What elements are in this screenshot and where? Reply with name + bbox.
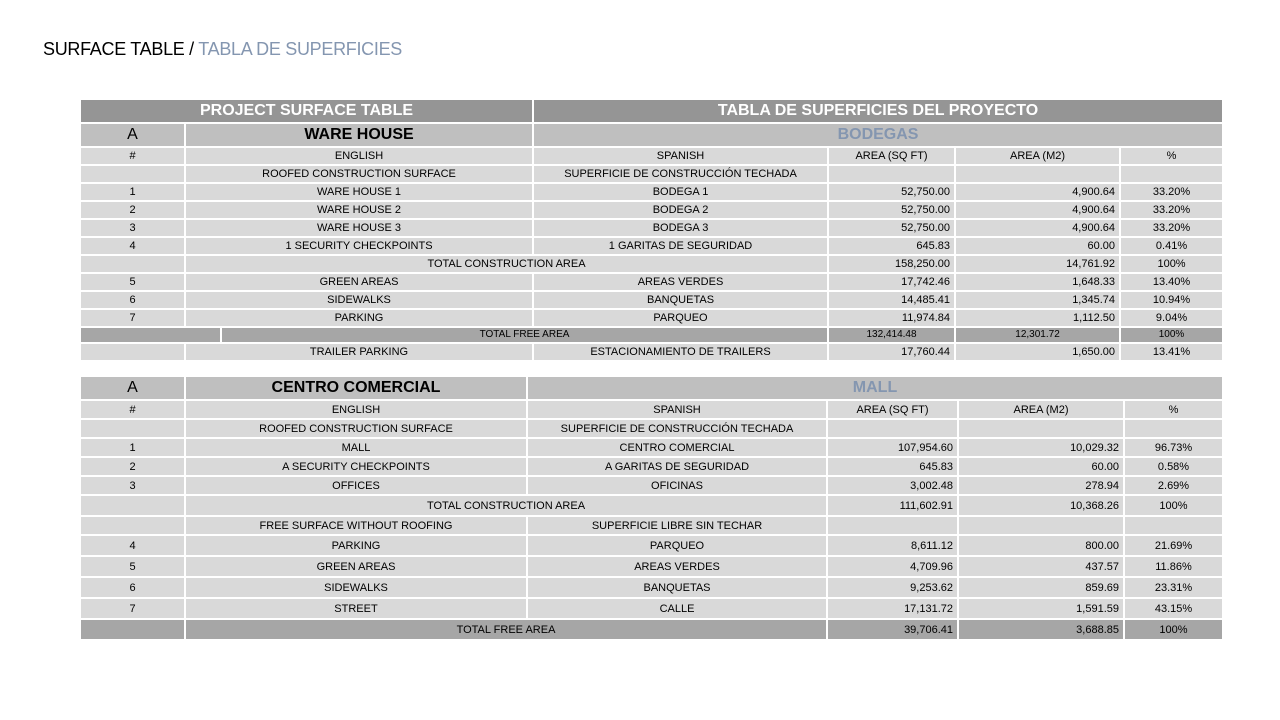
total-free-percent: 100% — [1120, 327, 1222, 343]
row-english: GREEN AREAS — [185, 556, 527, 577]
table-row — [81, 535, 1222, 556]
row-number: 2 — [81, 457, 185, 476]
empty-cell — [81, 343, 185, 361]
row-area-m2: 1,648.33 — [955, 273, 1120, 291]
row-number: 7 — [81, 598, 185, 619]
free-surface-spanish: SUPERFICIE LIBRE SIN TECHAR — [527, 516, 827, 535]
row-percent: 9.04% — [1120, 309, 1222, 327]
row-spanish: BANQUETAS — [533, 291, 828, 309]
row-number: 4 — [81, 535, 185, 556]
total-free-m2: 12,301.72 — [955, 327, 1120, 343]
row-area-m2: 278.94 — [958, 476, 1124, 495]
row-spanish: AREAS VERDES — [533, 273, 828, 291]
row-area-m2: 4,900.64 — [955, 219, 1120, 237]
row-area-sqft: 52,750.00 — [828, 219, 955, 237]
row-percent: 0.58% — [1124, 457, 1222, 476]
section-name-spanish: MALL — [527, 377, 1222, 400]
col-area-m2: AREA (M2) — [958, 400, 1124, 419]
table-row — [81, 438, 1222, 457]
trailer-area-m2: 1,650.00 — [955, 343, 1120, 361]
table-row — [81, 237, 1222, 255]
empty-cell — [81, 255, 185, 273]
roofed-english: ROOFED CONSTRUCTION SURFACE — [185, 419, 527, 438]
total-free-m2: 3,688.85 — [958, 619, 1124, 640]
row-number: 2 — [81, 201, 185, 219]
col-area-m2: AREA (M2) — [955, 147, 1120, 165]
row-number: 6 — [81, 577, 185, 598]
column-header-row — [81, 400, 1222, 419]
total-construction-percent: 100% — [1124, 495, 1222, 516]
col-english: ENGLISH — [185, 147, 533, 165]
empty-cell — [958, 419, 1124, 438]
row-english: OFFICES — [185, 476, 527, 495]
section-letter: A — [81, 377, 185, 400]
header-spanish: TABLA DE SUPERFICIES DEL PROYECTO — [533, 100, 1222, 123]
row-number: 6 — [81, 291, 185, 309]
row-area-m2: 800.00 — [958, 535, 1124, 556]
empty-cell — [958, 516, 1124, 535]
row-area-m2: 1,591.59 — [958, 598, 1124, 619]
mall-surface-table — [81, 377, 1222, 641]
row-percent: 23.31% — [1124, 577, 1222, 598]
row-area-m2: 60.00 — [958, 457, 1124, 476]
trailer-english: TRAILER PARKING — [185, 343, 533, 361]
row-english: 1 SECURITY CHECKPOINTS — [185, 237, 533, 255]
row-english: STREET — [185, 598, 527, 619]
row-area-sqft: 52,750.00 — [828, 183, 955, 201]
table-row — [81, 273, 1222, 291]
empty-cell — [81, 327, 221, 343]
table-header-row — [81, 100, 1222, 123]
col-area-sqft: AREA (SQ FT) — [827, 400, 958, 419]
col-number: # — [81, 147, 185, 165]
row-percent: 0.41% — [1120, 237, 1222, 255]
row-english: GREEN AREAS — [185, 273, 533, 291]
total-free-row — [81, 619, 1222, 640]
total-free-label: TOTAL FREE AREA — [221, 327, 828, 343]
total-free-row — [81, 327, 1222, 343]
row-english: WARE HOUSE 1 — [185, 183, 533, 201]
row-area-m2: 10,029.32 — [958, 438, 1124, 457]
total-free-sqft: 132,414.48 — [828, 327, 955, 343]
empty-cell — [827, 516, 958, 535]
row-number: 1 — [81, 183, 185, 201]
table-row — [81, 201, 1222, 219]
row-english: WARE HOUSE 3 — [185, 219, 533, 237]
empty-cell — [81, 516, 185, 535]
row-area-m2: 1,112.50 — [955, 309, 1120, 327]
warehouse-surface-table — [81, 100, 1222, 362]
table-row — [81, 577, 1222, 598]
empty-cell — [81, 619, 185, 640]
row-area-sqft: 4,709.96 — [827, 556, 958, 577]
row-percent: 13.40% — [1120, 273, 1222, 291]
total-construction-label: TOTAL CONSTRUCTION AREA — [185, 495, 827, 516]
row-number: 3 — [81, 476, 185, 495]
row-english: SIDEWALKS — [185, 291, 533, 309]
table-row — [81, 183, 1222, 201]
total-free-label: TOTAL FREE AREA — [185, 619, 827, 640]
row-area-sqft: 17,131.72 — [827, 598, 958, 619]
row-spanish: CENTRO COMERCIAL — [527, 438, 827, 457]
table-row — [81, 309, 1222, 327]
row-spanish: A GARITAS DE SEGURIDAD — [527, 457, 827, 476]
row-spanish: 1 GARITAS DE SEGURIDAD — [533, 237, 828, 255]
section-name-english: CENTRO COMERCIAL — [185, 377, 527, 400]
section-name-spanish: BODEGAS — [533, 123, 1222, 147]
total-construction-sqft: 111,602.91 — [827, 495, 958, 516]
row-area-sqft: 8,611.12 — [827, 535, 958, 556]
roofed-spanish: SUPERFICIE DE CONSTRUCCIÓN TECHADA — [533, 165, 828, 183]
row-area-sqft: 52,750.00 — [828, 201, 955, 219]
col-percent: % — [1124, 400, 1222, 419]
row-percent: 2.69% — [1124, 476, 1222, 495]
row-percent: 33.20% — [1120, 183, 1222, 201]
total-construction-row — [81, 495, 1222, 516]
subheader-row — [81, 516, 1222, 535]
table-row — [81, 556, 1222, 577]
free-surface-english: FREE SURFACE WITHOUT ROOFING — [185, 516, 527, 535]
row-area-sqft: 107,954.60 — [827, 438, 958, 457]
row-spanish: CALLE — [527, 598, 827, 619]
row-area-sqft: 17,742.46 — [828, 273, 955, 291]
row-number: 1 — [81, 438, 185, 457]
table-row — [81, 291, 1222, 309]
col-percent: % — [1120, 147, 1222, 165]
title-spanish: TABLA DE SUPERFICIES — [198, 39, 402, 59]
section-name-english: WARE HOUSE — [185, 123, 533, 147]
row-number: 3 — [81, 219, 185, 237]
trailer-percent: 13.41% — [1120, 343, 1222, 361]
row-area-sqft: 3,002.48 — [827, 476, 958, 495]
trailer-spanish: ESTACIONAMIENTO DE TRAILERS — [533, 343, 828, 361]
row-area-m2: 437.57 — [958, 556, 1124, 577]
row-percent: 33.20% — [1120, 219, 1222, 237]
section-letter: A — [81, 123, 185, 147]
total-free-percent: 100% — [1124, 619, 1222, 640]
total-construction-m2: 14,761.92 — [955, 255, 1120, 273]
subheader-row — [81, 165, 1222, 183]
row-area-sqft: 14,485.41 — [828, 291, 955, 309]
row-english: WARE HOUSE 2 — [185, 201, 533, 219]
col-spanish: SPANISH — [533, 147, 828, 165]
trailer-area-sqft: 17,760.44 — [828, 343, 955, 361]
empty-cell — [81, 495, 185, 516]
title-separator: / — [184, 39, 199, 59]
row-percent: 96.73% — [1124, 438, 1222, 457]
row-percent: 43.15% — [1124, 598, 1222, 619]
col-area-sqft: AREA (SQ FT) — [828, 147, 955, 165]
page-title — [43, 39, 402, 60]
row-percent: 11.86% — [1124, 556, 1222, 577]
row-number: 5 — [81, 273, 185, 291]
row-spanish: PARQUEO — [527, 535, 827, 556]
section-row — [81, 123, 1222, 147]
total-construction-label: TOTAL CONSTRUCTION AREA — [185, 255, 828, 273]
table-row — [81, 219, 1222, 237]
row-percent: 33.20% — [1120, 201, 1222, 219]
row-area-m2: 4,900.64 — [955, 201, 1120, 219]
row-spanish: PARQUEO — [533, 309, 828, 327]
row-spanish: AREAS VERDES — [527, 556, 827, 577]
trailer-parking-row — [81, 343, 1222, 361]
total-construction-m2: 10,368.26 — [958, 495, 1124, 516]
total-free-sqft: 39,706.41 — [827, 619, 958, 640]
column-header-row — [81, 147, 1222, 165]
total-construction-sqft: 158,250.00 — [828, 255, 955, 273]
row-spanish: BODEGA 1 — [533, 183, 828, 201]
table-row — [81, 476, 1222, 495]
row-area-sqft: 11,974.84 — [828, 309, 955, 327]
row-percent: 10.94% — [1120, 291, 1222, 309]
row-english: PARKING — [185, 535, 527, 556]
row-english: SIDEWALKS — [185, 577, 527, 598]
table-row — [81, 457, 1222, 476]
row-area-m2: 4,900.64 — [955, 183, 1120, 201]
row-percent: 21.69% — [1124, 535, 1222, 556]
row-area-sqft: 645.83 — [827, 457, 958, 476]
row-number: 4 — [81, 237, 185, 255]
empty-cell — [81, 419, 185, 438]
row-area-m2: 859.69 — [958, 577, 1124, 598]
row-area-sqft: 9,253.62 — [827, 577, 958, 598]
row-english: PARKING — [185, 309, 533, 327]
row-spanish: BODEGA 2 — [533, 201, 828, 219]
empty-cell — [1120, 165, 1222, 183]
roofed-english: ROOFED CONSTRUCTION SURFACE — [185, 165, 533, 183]
table-row — [81, 598, 1222, 619]
row-english: A SECURITY CHECKPOINTS — [185, 457, 527, 476]
empty-cell — [1124, 516, 1222, 535]
col-english: ENGLISH — [185, 400, 527, 419]
subheader-row — [81, 419, 1222, 438]
total-construction-percent: 100% — [1120, 255, 1222, 273]
row-area-m2: 1,345.74 — [955, 291, 1120, 309]
section-row — [81, 377, 1222, 400]
empty-cell — [827, 419, 958, 438]
row-spanish: OFICINAS — [527, 476, 827, 495]
empty-cell — [955, 165, 1120, 183]
row-spanish: BODEGA 3 — [533, 219, 828, 237]
row-area-sqft: 645.83 — [828, 237, 955, 255]
row-number: 7 — [81, 309, 185, 327]
row-english: MALL — [185, 438, 527, 457]
roofed-spanish: SUPERFICIE DE CONSTRUCCIÓN TECHADA — [527, 419, 827, 438]
title-english: SURFACE TABLE — [43, 39, 185, 59]
row-area-m2: 60.00 — [955, 237, 1120, 255]
col-number: # — [81, 400, 185, 419]
empty-cell — [828, 165, 955, 183]
col-spanish: SPANISH — [527, 400, 827, 419]
header-english: PROJECT SURFACE TABLE — [81, 100, 533, 123]
total-construction-row — [81, 255, 1222, 273]
empty-cell — [81, 165, 185, 183]
row-number: 5 — [81, 556, 185, 577]
row-spanish: BANQUETAS — [527, 577, 827, 598]
empty-cell — [1124, 419, 1222, 438]
